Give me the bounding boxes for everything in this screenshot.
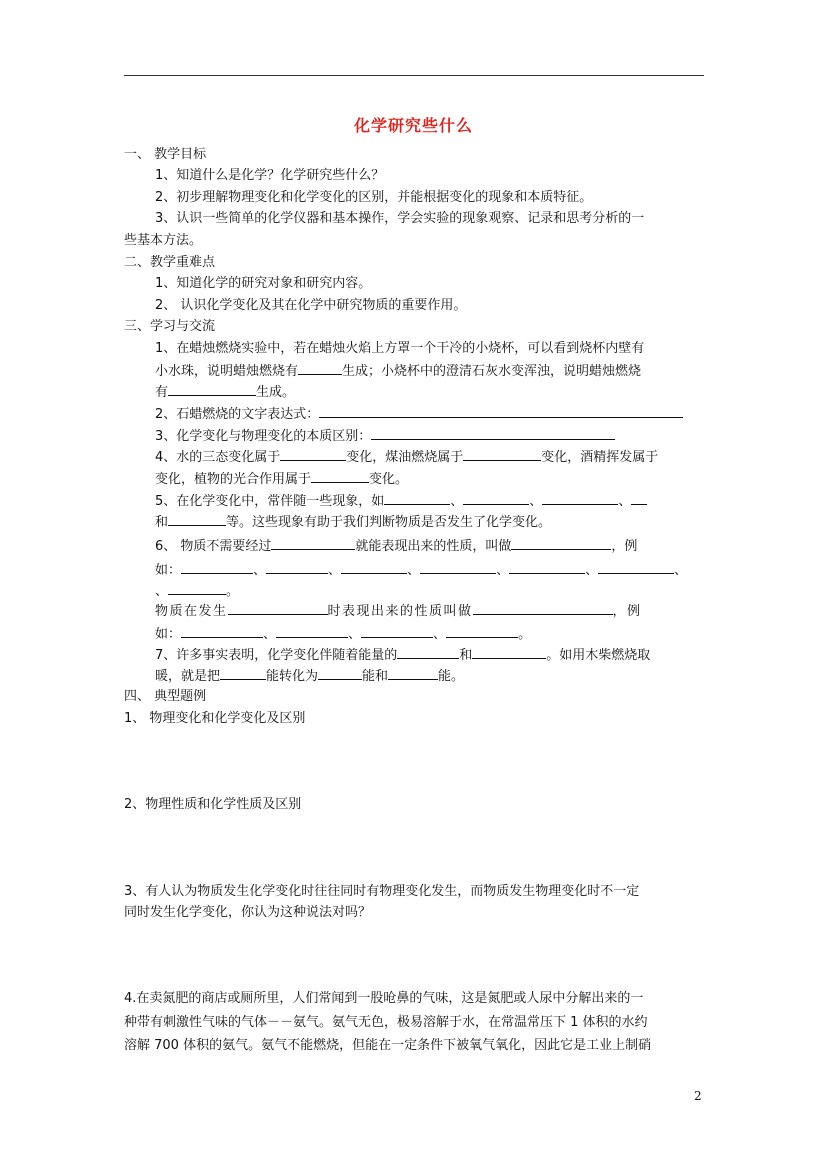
blank-q5-3[interactable] xyxy=(542,492,618,505)
q1-line2 xyxy=(155,362,641,381)
example-4-line3: 溶解 700 体积的氨气。氨气不能燃烧，但能在一定条件下被氧气氧化，因此它是工业上制硝 xyxy=(124,1038,652,1053)
q6-sep: 、 xyxy=(348,627,362,642)
q6-line1 xyxy=(155,537,637,556)
q6-text-f: 物质在发生 xyxy=(155,604,228,619)
blank-q5-4[interactable] xyxy=(631,492,647,505)
blank-q5-2[interactable] xyxy=(463,492,529,505)
q6-sep: 、 xyxy=(263,627,277,642)
example-4-line1: 4.在卖氮肥的商店或厕所里，人们常闻到一股呛鼻的气味，这是氮肥或人尿中分解出来的一 xyxy=(124,991,644,1006)
q2-text: 2、石蜡燃烧的文字表达式： xyxy=(155,407,320,422)
blank-q7-5[interactable] xyxy=(388,667,438,680)
q6-line3 xyxy=(155,582,239,601)
q6-text-h: ，例 xyxy=(612,604,642,619)
q6-sep: 、 xyxy=(496,563,510,578)
q7-line1 xyxy=(155,646,650,665)
section-heading-study: 三、学习与交流 xyxy=(124,319,216,334)
blank-q1-2[interactable] xyxy=(168,383,256,396)
q1-line1: 1、在蜡烛燃烧实验中，若在蜡烛火焰上方罩一个干冷的小烧杯，可以看到烧杯内壁有 xyxy=(155,341,645,356)
blank-q6-10[interactable] xyxy=(228,602,328,615)
q4-text-b: 变化，煤油燃烧属于 xyxy=(346,450,464,465)
blank-q5-1[interactable] xyxy=(384,492,450,505)
q6-text-j: 。 xyxy=(518,627,532,642)
goal-item-3-cont: 些基本方法。 xyxy=(124,233,203,248)
q6-line2 xyxy=(155,561,687,580)
blank-q4-3[interactable] xyxy=(311,470,369,483)
header-rule xyxy=(124,75,704,76)
q4-text-d: 变化，植物的光合作用属于 xyxy=(155,472,312,487)
blank-q6-13[interactable] xyxy=(276,625,348,638)
blank-q6-7[interactable] xyxy=(509,561,585,574)
goal-item-1: 1、知道什么是化学？化学研究些什么？ xyxy=(155,168,385,183)
q6-text-b: 就能表现出来的性质，叫做 xyxy=(355,539,512,554)
q6-sep: 、 xyxy=(433,627,447,642)
q4-text-c: 变化，酒精挥发属于 xyxy=(541,450,659,465)
section-heading-goals: 一、 教学目标 xyxy=(124,147,207,162)
blank-q7-4[interactable] xyxy=(318,667,362,680)
q6-sep: 、 xyxy=(585,563,599,578)
q6-sep: 、 xyxy=(674,563,688,578)
blank-q6-1[interactable] xyxy=(271,537,355,550)
blank-q6-8[interactable] xyxy=(598,561,674,574)
q7-text-f: 能和 xyxy=(362,669,389,684)
blank-q7-2[interactable] xyxy=(472,646,546,659)
q1-text-a: 小水珠，说明蜡烛燃烧有 xyxy=(155,364,299,379)
blank-q6-14[interactable] xyxy=(361,625,433,638)
key-point-2: 2、 认识化学变化及其在化学中研究物质的重要作用。 xyxy=(155,298,467,313)
q1-text-c: 有 xyxy=(155,385,169,400)
q7-text-b: 和 xyxy=(459,648,473,663)
blank-q6-15[interactable] xyxy=(446,625,518,638)
q6-sep: 、 xyxy=(155,584,169,599)
blank-q6-12[interactable] xyxy=(181,625,263,638)
q4-line2 xyxy=(155,470,408,489)
blank-q6-11[interactable] xyxy=(473,602,613,615)
q6-text-i: 如： xyxy=(155,627,182,642)
blank-q6-9[interactable] xyxy=(168,582,226,595)
goal-item-2: 2、初步理解物理变化和化学变化的区别，并能根据变化的现象和本质特征。 xyxy=(155,190,593,205)
q6-text-g: 时表现出来的性质叫做 xyxy=(327,604,473,619)
q6-sep: 、 xyxy=(253,563,267,578)
blank-q4-1[interactable] xyxy=(280,448,346,461)
example-1: 1、 物理变化和化学变化及区别 xyxy=(124,711,306,726)
blank-q6-4[interactable] xyxy=(266,561,328,574)
q5-sep: 、 xyxy=(529,494,543,509)
blank-q4-2[interactable] xyxy=(463,448,541,461)
q1-text-d: 生成。 xyxy=(256,385,296,400)
blank-q7-1[interactable] xyxy=(397,646,459,659)
q2-line xyxy=(155,405,683,424)
section-heading-examples: 四、 典型题例 xyxy=(124,689,207,704)
q6-text-e: 。 xyxy=(226,584,240,599)
q6-line4 xyxy=(155,602,642,621)
q1-text-b: 生成；小烧杯中的澄清石灰水变浑浊，说明蜡烛燃烧 xyxy=(342,364,642,379)
q3-line xyxy=(155,427,615,446)
q4-line1 xyxy=(155,448,658,467)
example-3-line1: 3、有人认为物质发生化学变化时往往同时有物理变化发生，而物质发生物理变化时不一定 xyxy=(124,884,640,899)
q7-text-d: 暖，就是把 xyxy=(155,669,221,684)
example-3-line2: 同时发生化学变化，你认为这种说法对吗？ xyxy=(124,905,372,920)
blank-q2[interactable] xyxy=(319,405,683,418)
blank-q6-2[interactable] xyxy=(511,537,611,550)
key-point-1: 1、知道化学的研究对象和研究内容。 xyxy=(155,276,372,291)
q7-line2 xyxy=(155,667,464,686)
q5-text-a: 5、在化学变化中，常伴随一些现象，如 xyxy=(155,494,385,509)
q6-sep: 、 xyxy=(407,563,421,578)
q6-line5 xyxy=(155,625,531,644)
blank-q1-1[interactable] xyxy=(298,362,342,375)
blank-q7-3[interactable] xyxy=(220,667,266,680)
q6-text-a: 6、 物质不需要经过 xyxy=(155,539,272,554)
q1-line3 xyxy=(155,383,295,402)
q7-text-c: 。如用木柴燃烧取 xyxy=(546,648,651,663)
q6-text-d: 如： xyxy=(155,563,182,578)
blank-q6-5[interactable] xyxy=(341,561,407,574)
q5-text-b: 和 xyxy=(155,515,169,530)
q5-text-c: 等。这些现象有助于我们判断物质是否发生了化学变化。 xyxy=(226,515,552,530)
q4-text-a: 4、水的三态变化属于 xyxy=(155,450,281,465)
section-heading-key-points: 二、教学重难点 xyxy=(124,255,216,270)
q5-sep: 、 xyxy=(618,494,632,509)
q7-text-g: 能。 xyxy=(438,669,465,684)
page-number: 2 xyxy=(694,1089,702,1103)
q6-sep: 、 xyxy=(328,563,342,578)
q5-sep: 、 xyxy=(450,494,464,509)
blank-q5-5[interactable] xyxy=(168,513,226,526)
q5-line2 xyxy=(155,513,551,532)
q5-line1 xyxy=(155,492,647,511)
blank-q3[interactable] xyxy=(371,427,615,440)
page-title: 化学研究些什么 xyxy=(353,116,473,135)
q7-text-a: 7、许多事实表明，化学变化伴随着能量的 xyxy=(155,648,398,663)
example-2: 2、物理性质和化学性质及区别 xyxy=(124,797,302,812)
blank-q6-3[interactable] xyxy=(181,561,253,574)
blank-q6-6[interactable] xyxy=(420,561,496,574)
q3-text: 3、化学变化与物理变化的本质区别： xyxy=(155,429,372,444)
q4-text-e: 变化。 xyxy=(369,472,409,487)
q7-text-e: 能转化为 xyxy=(266,669,319,684)
goal-item-3: 3、认识一些简单的化学仪器和基本操作，学会实验的现象观察、记录和思考分析的一 xyxy=(155,211,645,226)
example-4-line2: 种带有刺激性气味的气体－－氨气。氨气无色，极易溶解于水，在常温常压下 1 体积的水约 xyxy=(124,1015,648,1030)
q6-text-c: ，例 xyxy=(611,539,638,554)
